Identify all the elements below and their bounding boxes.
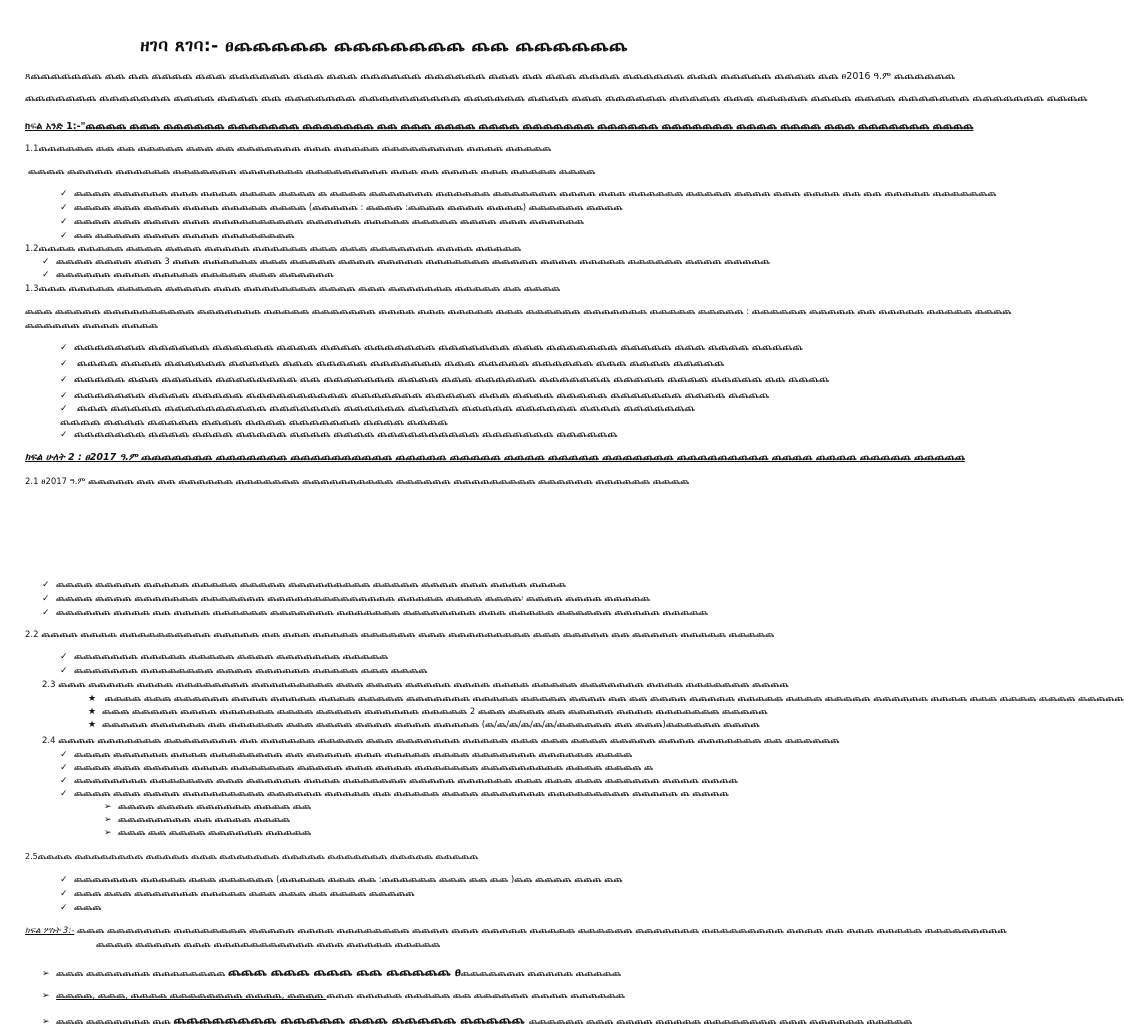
arrow-icon: ➢ (104, 815, 112, 825)
intro-line: ጸጨጨጨጨጨጨጨ ጨጨ ጨጨ ጨጨጨጨ ጨጨጨ ጨጨጨጨጨጨ ጨጨጨ ጨጨጨ ጨጨጨጨጨጨ ጨጨጨጨጨጨ ጨጨጨ ጨጨ ጨጨጨ ጨጨጨጨ ጨጨጨጨጨጨ ጨጨጨ ጨጨጨጨጨ ጨጨጨጨ ጨጨ ፀ2016 ዓ.ም ጨጨጨጨጨጨ (25, 71, 956, 82)
list-item: ✓ ጨጨጨጨጨጨ ጨጨጨጨ ጨጨጨጨጨ ጨጨጨጨጨ ጨጨጨ ጨጨጨጨጨጨ (42, 270, 334, 280)
list-item: ✓ ጨጨጨጨ ጨጨጨጨጨጨ ጨጨጨጨ ጨጨጨጨጨጨጨጨ ጨጨ ጨጨጨጨጨ ጨጨጨ ጨጨጨጨጨ ጨጨጨጨ ጨጨጨጨጨጨጨ ጨጨጨጨጨጨ ጨጨጨጨ (60, 750, 633, 760)
part3-label: ክፍል ሦስት 3:- (25, 926, 75, 936)
list-item: ✓ ጨጨጨጨ ጨጨጨጨጨ ጨጨጨጨጨ ጨጨጨጨጨ ጨጨጨጨጨ ጨጨጨጨጨጨጨጨጨ ጨጨጨጨጨ ጨጨጨጨ ጨጨጨ ጨጨጨጨ ጨጨጨጨ (42, 580, 566, 590)
section-2-5-heading: 2.5ጨጨጨጨ ጨጨጨጨጨጨጨጨ ጨጨጨጨጨ ጨጨጨ ጨጨጨጨጨጨጨ ጨጨጨጨጨ ጨጨጨጨጨጨጨ ጨጨጨጨጨ ጨጨጨጨጨ (25, 852, 479, 861)
check-icon: ✓ (60, 231, 68, 241)
list-item: ✓ ጨጨጨጨጨጨ ጨጨጨጨ ጨጨ ጨጨጨጨ ጨጨጨጨጨጨ ጨጨጨጨጨጨጨ ጨጨጨጨጨጨጨ ጨጨጨጨጨጨጨጨ ጨጨጨ ጨጨጨጨጨ ጨጨጨጨጨጨ ጨጨጨጨጨ ጨጨጨጨጨ (42, 608, 709, 618)
check-icon: ✓ (60, 903, 68, 913)
check-icon: ✓ (42, 257, 50, 267)
check-icon: ✓ (60, 343, 68, 353)
list-item: ★ ጨጨጨጨጨ ጨጨጨጨጨጨ ጨጨ ጨጨጨጨጨጨ ጨጨጨ ጨጨጨጨ ጨጨጨጨ ጨጨጨጨ ጨጨጨጨጨ (ጨ/ጨ/ጨ/ጨ/ጨ/ጨ/ጨጨጨጨጨጨ ጨጨ ጨጨጨ)ጨጨጨጨጨጨ ጨጨጨጨ (88, 720, 760, 730)
list-item: ✓ ጨጨጨጨጨ ጨጨጨ ጨጨጨጨጨ ጨጨጨጨጨጨጨጨ ጨጨ ጨጨጨጨጨጨጨ ጨጨጨጨ ጨጨጨ ጨጨጨጨጨጨ ጨጨጨጨጨጨጨ ጨጨጨጨጨ ጨጨጨጨ ጨጨጨጨጨ ጨጨ ጨጨጨጨ (60, 374, 830, 385)
check-icon: ✓ (42, 580, 50, 590)
check-icon: ✓ (60, 430, 68, 440)
list-item: ➢ ጨጨጨ ጨጨጨጨጨጨጨ ጨጨ ጨጨጨጨጨጨጨጨ ጨጨጨጨጨ ጨጨጨ ጨጨጨጨጨ ጨጨጨጨጨ ጨጨጨጨጨጨ ጨጨጨ ጨጨጨጨ ጨጨጨጨጨ ጨጨጨጨጨጨጨጨ ጨጨጨ ጨጨጨጨጨጨ ጨጨጨጨጨ (42, 1012, 912, 1030)
check-icon: ✓ (60, 217, 68, 227)
section-2-1-heading: 2.1 ፀ2017 ዓ.ም ጨጨጨጨጨ ጨጨ ጨጨ ጨጨጨጨጨጨ ጨጨጨጨጨጨጨ ጨጨጨጨጨጨጨጨጨጨ ጨጨጨጨጨጨ ጨጨጨጨጨጨጨጨጨ ጨጨጨጨጨጨ ጨጨጨጨጨጨ ጨጨጨጨ (25, 477, 690, 487)
sub-list-item: ➢ ጨጨጨ ጨጨ ጨጨጨጨ ጨጨጨጨጨጨ ጨጨጨጨጨ (104, 828, 312, 838)
check-icon: ✓ (60, 776, 68, 786)
list-item: ✓ ጨጨጨጨጨጨጨ ጨጨጨጨጨ ጨጨጨ ጨጨጨጨጨጨ (ጨጨጨጨጨ ጨጨጨ ጨጨ :ጨጨጨጨጨጨ ጨጨጨ ጨጨ ጨጨ )ጨጨ ጨጨጨጨ ጨጨጨ ጨጨ (60, 875, 623, 885)
check-icon: ✓ (60, 666, 68, 676)
section-1-3-paragraph: ጨጨጨጨጨጨ ጨጨጨጨ ጨጨጨጨ (25, 321, 158, 331)
section-1-3-paragraph: ጨጨጨ ጨጨጨጨጨ ጨጨጨጨጨጨጨጨጨጨ ጨጨጨጨጨጨጨ ጨጨጨጨጨ ጨጨጨጨጨጨጨ ጨጨጨጨ ጨጨጨ ጨጨጨጨጨ ጨጨጨ ጨጨጨጨጨጨ ጨጨጨጨጨጨጨ ጨጨጨጨጨ ጨጨጨጨጨ : ጨጨጨጨጨጨ ጨጨጨጨጨ ጨጨ ጨጨጨጨጨ ጨጨጨጨጨ ጨጨጨጨ (25, 307, 1012, 317)
list-item: ✓ ጨጨጨጨ ጨጨጨ ጨጨጨጨ ጨጨጨ ጨጨጨጨጨጨጨጨጨጨ ጨጨጨጨጨጨ ጨጨጨጨጨ ጨጨጨጨጨ ጨጨጨጨ ጨጨጨ ጨጨጨጨጨጨ (60, 217, 584, 227)
intro-paragraph (25, 66, 1088, 110)
list-item: ✓ ጨጨ ጨጨጨጨጨ ጨጨጨጨ ጨጨጨጨ ጨጨጨጨጨጨጨጨ (60, 231, 295, 241)
list-item: ✓ ጨጨጨጨ ጨጨጨ ጨጨጨጨጨ ጨጨጨጨ ጨጨጨጨጨጨጨ ጨጨጨጨጨ ጨጨጨ ጨጨጨጨ ጨጨጨጨጨጨጨ ጨጨጨጨጨጨጨጨጨ ጨጨጨጨ ጨጨጨጨ ጨ (60, 763, 654, 773)
check-icon: ✓ (60, 652, 68, 662)
arrow-icon: ➢ (104, 828, 112, 838)
document-title: ዘገባ ጸገባ:- ፀጨጨጨጨጨ ጨጨጨጨጨጨጨ ጨጨ ጨጨጨጨጨጨ (140, 36, 628, 56)
list-item: ✓ ጨጨጨ ጨጨጨጨጨ ጨጨጨጨጨጨጨጨጨጨ ጨጨጨጨጨጨጨ ጨጨጨጨጨጨ ጨጨጨጨጨ ጨጨጨጨጨ ጨጨጨጨጨጨ ጨጨጨጨ ጨጨጨጨጨጨጨ ጨጨጨጨ ጨጨጨጨ ጨጨጨጨጨ ጨጨጨጨ ጨጨጨጨ ጨጨጨጨጨጨጨ ጨጨጨጨ ጨጨጨጨ (60, 403, 695, 428)
section-1-3-heading: 1.3ጨጨጨ ጨጨጨጨጨ ጨጨጨጨጨ ጨጨጨጨጨ ጨጨጨ ጨጨጨጨጨጨጨጨ ጨጨጨጨ ጨጨጨ ጨጨጨጨጨጨጨ ጨጨጨጨጨ ጨጨ ጨጨጨጨ (25, 284, 561, 294)
check-icon: ✓ (60, 763, 68, 773)
sub-list-item: ➢ ጨጨጨጨ ጨጨጨጨ ጨጨጨጨጨጨ ጨጨጨጨ ጨጨ (104, 802, 312, 812)
section-1-1-subheading: ጨጨጨጨ ጨጨጨጨጨ ጨጨጨጨጨጨ ጨጨጨጨጨጨጨ ጨጨጨጨጨጨጨ ጨጨጨጨጨጨጨጨጨ ጨጨጨ ጨጨ ጨጨጨጨ ጨጨጨ ጨጨጨጨጨ ጨጨጨጨ (28, 167, 596, 177)
check-icon: ✓ (60, 404, 68, 414)
intro-line: ጨጨጨጨጨጨጨ ጨጨጨጨጨጨጨ ጨጨጨጨ ጨጨጨጨ ጨጨ ጨጨጨጨጨጨጨ ጨጨጨጨጨጨጨጨጨጨ ጨጨጨጨጨጨ ጨጨጨጨ ጨጨጨ ጨጨጨጨጨጨ ጨጨጨጨጨ ጨጨጨ ጨጨጨጨጨ ጨጨጨጨ ጨጨጨጨ ጨጨጨጨጨጨጨ ጨጨጨጨጨጨጨ ጨጨጨጨ (25, 93, 1088, 104)
list-item: ➢ ጨጨጨጨ, ጨጨጨ, ጨጨጨጨ ጨጨጨጨጨጨጨጨ ጨጨጨጨ, ጨጨጨጨ ጨጨጨ ጨጨጨጨጨ ጨጨጨጨጨ ጨጨ ጨጨጨጨጨጨ ጨጨጨጨ ጨጨጨጨጨጨ (42, 991, 626, 1001)
list-item: ✓ ጨጨጨ ጨጨጨ ጨጨጨጨጨጨጨ ጨጨጨጨጨ ጨጨጨ ጨጨጨ ጨጨ ጨጨጨጨ ጨጨጨጨጨ (60, 889, 415, 899)
check-icon: ✓ (60, 375, 68, 385)
section-2-4-heading: 2.4 ጨጨጨጨ ጨጨጨጨጨጨጨ ጨጨጨጨጨጨጨጨ ጨጨ ጨጨጨጨጨጨ ጨጨጨጨጨ ጨጨጨ ጨጨጨጨጨጨጨ ጨጨጨጨጨ ጨጨጨ ጨጨጨ ጨጨጨጨ ጨጨጨጨጨ ጨጨጨጨ ጨጨጨጨጨጨጨ ጨጨ ጨጨጨጨጨጨ (42, 736, 840, 746)
list-item: ✓ ጨጨጨጨ ጨጨጨ ጨጨጨጨ ጨጨጨጨ ጨጨጨጨጨ ጨጨጨጨ (ጨጨጨጨጨ : ጨጨጨጨ :ጨጨጨጨ ጨጨጨጨ ጨጨጨጨ) ጨጨጨጨጨጨ ጨጨጨጨ (60, 203, 623, 213)
check-icon: ✓ (60, 391, 68, 401)
list-item: ✓ ጨጨጨጨጨጨጨ ጨጨጨጨ ጨጨጨጨ ጨጨጨጨጨ ጨጨጨጨ ጨጨጨጨ ጨጨጨጨጨጨጨጨጨጨ ጨጨጨጨጨጨጨ ጨጨጨጨጨጨ (60, 429, 618, 440)
check-icon: ✓ (42, 608, 50, 618)
arrow-icon: ➢ (42, 991, 50, 1001)
list-item: ✓ ጨጨጨጨ ጨጨጨጨጨጨ ጨጨጨ ጨጨጨጨ ጨጨጨጨ ጨጨጨጨ ጨ ጨጨጨጨ ጨጨጨጨጨጨጨ ጨጨጨጨጨጨ ጨጨጨጨጨጨጨ ጨጨጨጨ ጨጨጨ ጨጨጨጨጨጨ ጨጨጨጨጨ ጨጨጨጨ ጨጨጨ ጨጨጨጨ ጨጨ ጨጨ ጨጨጨጨጨ ጨጨጨጨጨጨጨ (60, 189, 997, 199)
list-item: ✓ ጨጨጨ (60, 903, 102, 913)
section-2-2-heading: 2.2 ጨጨጨጨ ጨጨጨጨ ጨጨጨጨጨጨጨጨጨጨ ጨጨጨጨጨ ጨጨ ጨጨጨ ጨጨጨጨጨ ጨጨጨጨጨጨ ጨጨጨ ጨጨጨጨጨጨጨጨጨ ጨጨጨ ጨጨጨጨጨ ጨጨ ጨጨጨጨጨ ጨጨጨጨጨ ጨጨጨጨጨ (25, 630, 775, 640)
section-2-3-heading: 2.3 ጨጨጨ ጨጨጨጨጨ ጨጨጨጨ ጨጨጨጨጨጨጨጨ ጨጨጨጨጨጨጨጨጨ ጨጨጨ ጨጨጨጨ ጨጨጨጨጨ ጨጨጨጨ ጨጨጨጨ ጨጨጨጨጨ ጨጨጨጨጨጨጨ ጨጨጨጨ ጨጨጨጨጨጨጨ ጨጨጨጨ (42, 680, 789, 690)
list-item: ✓ ጨጨጨጨጨጨጨ ጨጨጨጨጨጨ ጨጨጨጨጨጨ ጨጨጨጨ ጨጨጨጨ ጨጨጨጨጨጨጨ ጨጨጨጨጨጨጨ ጨጨጨ ጨጨጨጨጨጨጨ ጨጨጨጨጨ ጨጨጨ ጨጨጨጨ ጨጨጨጨጨ (60, 342, 803, 353)
check-icon: ✓ (60, 203, 68, 213)
part2-heading: ክፍል ሁለት 2 : ፀ2017 ዓ.ም ጨጨጨጨጨጨጨ ጨጨጨጨጨጨጨ ጨጨጨጨጨጨጨጨጨጨ ጨጨጨጨጨ ጨጨጨጨጨ ጨጨጨጨ ጨጨጨጨጨ ጨጨጨጨጨጨጨ ጨጨጨጨጨጨጨጨጨ ጨጨጨጨ ጨጨጨጨ ጨጨጨጨጨ ጨጨጨጨጨ (25, 452, 965, 463)
part3-text-continued: ጨጨጨጨ ጨጨጨጨጨ ጨጨጨ ጨጨጨጨጨጨጨጨጨጨጨ ጨጨጨ ጨጨጨጨጨ ጨጨጨጨጨ (96, 940, 441, 950)
check-icon: ✓ (60, 789, 68, 799)
list-item: ✓ ጨጨጨጨጨጨጨ ጨጨጨጨ ጨጨጨጨጨ ጨጨጨጨጨጨጨጨጨጨ ጨጨጨጨጨጨጨ ጨጨጨጨጨ ጨጨጨ ጨጨጨጨ ጨጨጨጨጨ ጨጨጨጨጨጨጨ ጨጨጨጨ ጨጨጨጨ (60, 390, 770, 401)
star-icon: ★ (88, 694, 97, 704)
arrow-icon: ➢ (42, 1017, 50, 1027)
arrow-icon: ➢ (42, 969, 50, 979)
list-item: ✓ ጨጨጨጨ ጨጨጨጨ ጨጨጨጨጨጨ ጨጨጨጨጨ ጨጨጨ ጨጨጨጨጨ ጨጨጨጨጨጨጨ ጨጨጨ ጨጨጨጨጨ ጨጨጨጨጨጨ ጨጨጨ ጨጨጨጨ ጨጨጨጨጨ (60, 358, 725, 369)
list-item: ➢ ጨጨጨ ጨጨጨጨጨጨጨ ጨጨጨጨጨጨጨጨ ጨጨጨ ጨጨጨ ጨጨጨ ጨጨ ጨጨጨጨጨ ፀጨጨጨጨጨጨጨ ጨጨጨጨጨ ጨጨጨጨጨ (42, 964, 621, 982)
list-item: ✓ ጨጨጨጨጨጨጨ ጨጨጨጨጨጨጨጨ ጨጨጨጨ ጨጨጨጨጨጨ ጨጨጨጨጨ ጨጨጨ ጨጨጨጨ (60, 666, 428, 676)
check-icon: ✓ (60, 889, 68, 899)
check-icon: ✓ (42, 594, 50, 604)
list-item: ★ ጨጨጨ ጨጨጨጨጨ ጨጨጨጨ ጨጨጨጨጨጨ ጨጨጨጨ ጨጨጨጨጨ ጨጨጨጨጨጨ ጨጨጨጨጨ 2 ጨጨጨ ጨጨጨጨ ጨጨ ጨጨጨጨጨ ጨጨጨጨ ጨጨጨጨጨጨጨ ጨጨጨጨጨ (88, 707, 768, 717)
list-item: ✓ ጨጨጨጨ ጨጨጨ ጨጨጨጨ ጨጨጨጨጨጨጨጨጨ ጨጨጨጨጨጨ ጨጨጨጨጨ ጨጨ ጨጨጨጨጨ ጨጨጨጨ ጨጨጨጨጨጨጨ ጨጨጨጨጨጨጨጨጨ ጨጨጨጨጨ ጨ ጨጨጨጨ (60, 789, 729, 799)
check-icon: ✓ (60, 189, 68, 199)
check-icon: ✓ (60, 875, 68, 885)
part3-text: ጨጨጨ ጨጨጨጨጨጨጨ ጨጨጨጨጨጨጨጨ ጨጨጨጨጨ ጨጨጨጨ ጨጨጨጨጨጨጨጨ ጨጨጨጨ ጨጨጨ ጨጨጨጨጨ ጨጨጨጨጨ ጨጨጨጨጨጨ ጨጨጨጨጨጨጨ ጨጨጨጨጨጨጨጨጨ ጨጨጨጨ ጨጨ ጨጨጨ ጨጨጨጨጨ ጨጨጨጨጨጨጨጨጨ (74, 926, 1007, 936)
list-item: ✓ ጨጨጨጨጨጨጨ ጨጨጨጨጨ ጨጨጨጨጨ ጨጨጨጨ ጨጨጨጨጨጨጨ ጨጨጨጨጨ (60, 652, 389, 662)
section-1-2-heading: 1.2ጨጨጨጨ ጨጨጨጨጨ ጨጨጨጨ ጨጨጨጨ ጨጨጨጨጨ ጨጨጨጨጨጨ ጨጨጨ ጨጨጨ ጨጨጨጨጨጨጨ ጨጨጨጨ ጨጨጨጨጨ (25, 244, 522, 254)
check-icon: ✓ (60, 359, 68, 369)
list-item: ✓ ጨጨጨጨ ጨጨጨጨ ጨጨጨ 3 ጨጨጨ ጨጨጨጨጨጨ ጨጨጨ ጨጨጨጨጨ ጨጨጨጨ ጨጨጨጨጨ ጨጨጨጨጨጨጨ ጨጨጨጨጨ ጨጨጨጨ ጨጨጨጨጨ ጨጨጨጨጨጨ ጨጨጨጨ ጨጨጨጨጨ (42, 257, 770, 267)
part3-intro (25, 925, 1007, 937)
list-item: ✓ ጨጨጨጨ ጨጨጨጨ ጨጨጨጨጨጨጨ ጨጨጨጨጨጨጨ ጨጨጨጨጨጨጨጨጨጨጨጨጨጨ ጨጨጨጨጨ ጨጨጨጨ ጨጨጨጨ፡ ጨጨጨጨ ጨጨጨጨ ጨጨጨጨጨ (42, 594, 650, 604)
arrow-icon: ➢ (104, 802, 112, 812)
list-item: ★ ጨጨጨጨ ጨጨጨ ጨጨጨጨጨጨ ጨጨጨጨ ጨጨጨጨጨ ጨጨጨጨ ጨጨጨጨጨ ጨጨጨጨጨጨጨ ጨጨጨጨጨ ጨጨጨጨጨ ጨጨጨጨ ጨጨ ጨጨ ጨጨጨጨ ጨጨጨጨጨ ጨጨጨጨጨ ጨጨጨጨ ጨጨጨጨጨ ጨጨጨጨጨጨ ጨጨጨጨ ጨጨጨ ጨጨጨጨ ጨጨጨጨ ጨጨጨጨጨ (88, 694, 1124, 704)
part1-heading: ክፍል አንድ 1:-"ጨጨጨጨ ጨጨጨ ጨጨጨጨጨጨ ጨጨጨጨጨጨጨ ጨጨጨጨጨጨጨ ጨጨ ጨጨጨ ጨጨጨጨ ጨጨጨጨ ጨጨጨጨጨጨጨ ጨጨጨጨጨጨ ጨጨጨጨጨጨጨ ጨጨጨጨ ጨጨጨጨ ጨጨጨ ጨጨጨጨጨጨጨ ጨጨጨጨ (25, 121, 974, 132)
list-item: ✓ ጨጨጨጨጨጨጨጨ ጨጨጨጨጨጨጨ ጨጨጨ ጨጨጨጨጨጨ ጨጨጨጨ ጨጨጨጨጨጨጨ ጨጨጨጨጨ ጨጨጨጨጨጨ ጨጨጨ ጨጨጨ ጨጨጨ ጨጨጨጨጨጨ ጨጨጨጨ ጨጨጨጨ (60, 776, 738, 786)
sub-list-item: ➢ ጨጨጨጨጨጨጨጨ ጨጨ ጨጨጨጨ ጨጨጨጨ (104, 815, 291, 825)
star-icon: ★ (88, 720, 97, 730)
check-icon: ✓ (60, 750, 68, 760)
section-1-1-heading: 1.1ጨጨጨጨጨጨ ጨጨ ጨጨ ጨጨጨጨጨ ጨጨጨ ጨጨ ጨጨጨጨጨጨጨ ጨጨጨ ጨጨጨጨጨ ጨጨጨጨጨጨጨጨጨ ጨጨጨጨ ጨጨጨጨጨ (25, 144, 552, 154)
check-icon: ✓ (42, 270, 50, 280)
star-icon: ★ (88, 707, 97, 717)
